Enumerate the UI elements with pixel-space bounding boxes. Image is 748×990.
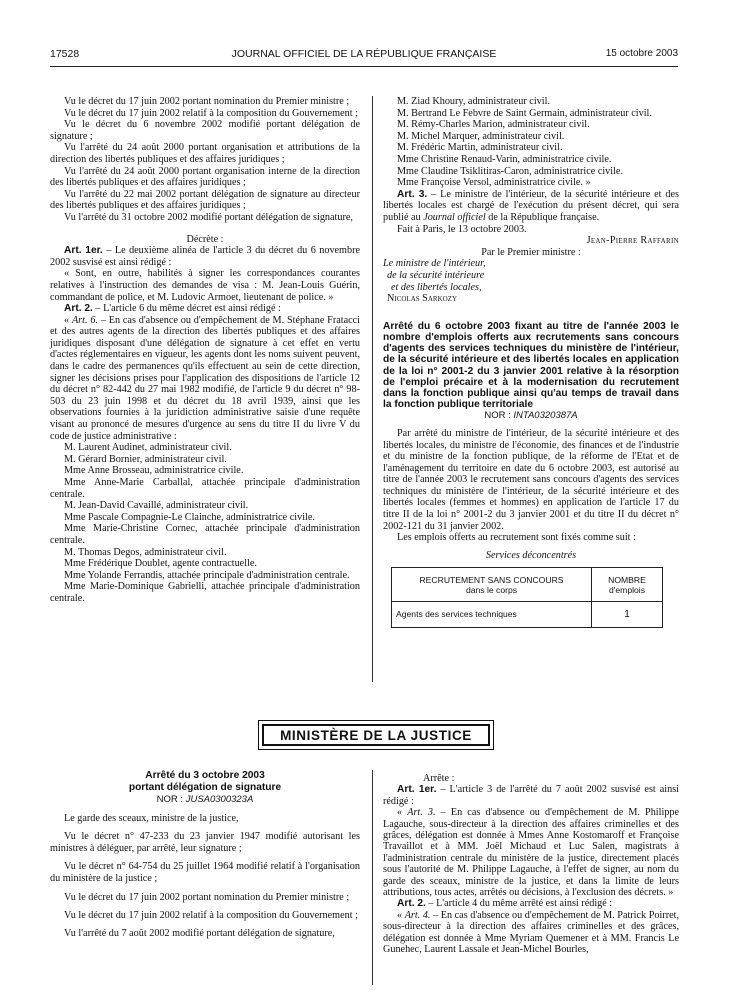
agent-entry: Mme Anne Brosseau, administratrice civile. — [64, 465, 244, 477]
column-divider-top — [372, 96, 373, 682]
arrete-body: Par arrêté du ministre de l'intérieur, de la sécurité intérieure et des libertés locales, du ministre de l'économie, des finances et de l'industrie et du ministre de la fonction publique, de la réforme de l'Etat et de l'aménagement du territoire en date du 6 octobre 2003, est autorisé au titre de l'année 2003 le recrutement sans concours d'agents des services techniques du ministère de l'intérieur, de la sécurité intérieure et des libertés locales (femmes et hommes) en application de l'article 17 du titre II de la loi n° 2001-2 du 3 janvier 2001 et du titre II du décret n° 2002-121 du 31 janvier 2002. — [383, 427, 679, 532]
emplois-table — [391, 567, 663, 628]
table-header-row — [392, 568, 663, 602]
agent-entry: Mme Marie-Christine Cornec, attachée principale d'administration centrale. — [50, 523, 360, 546]
agent-entry: M. Frédéric Martin, administrateur civil. — [397, 142, 563, 154]
article-1-quote: « Sont, en outre, habilités à signer les correspondances courantes relatives à l'instruction des demandes de visa : M. Jean-Louis Guérin, commandant de police, et M. Ludovic Armoet, lieutenant de police. » — [50, 268, 360, 303]
signatory-pm: Jean-Pierre Raffarin — [586, 235, 679, 247]
agent-entry: M. Thomas Degos, administrateur civil. — [64, 546, 227, 558]
agent-entry: Mme Marie-Dominique Gabrielli, attachée principale d'administration centrale. — [50, 581, 360, 604]
article-label: Art. 6. — [71, 314, 98, 326]
header-rule — [50, 66, 678, 67]
agent-entry: M. Ziad Khoury, administrateur civil. — [397, 96, 550, 107]
table-cell: Agents des services techniques — [392, 602, 592, 628]
agent-entry: Mme Françoise Versol, administratrice civile. » — [397, 177, 591, 189]
page-number: 17528 — [50, 48, 80, 60]
visa-paragraph: Vu le décret du 17 juin 2002 relatif à la composition du Gouvernement ; — [64, 909, 358, 921]
journal-officiel-ref: Journal officiel — [423, 211, 486, 223]
ministry-heading-box — [258, 720, 494, 750]
arrete-heading: Arrête : — [423, 773, 455, 784]
agent-entry: M. Laurent Audinet, administrateur civil. — [64, 442, 232, 454]
visa-paragraph: Vu le décret n° 64-754 du 25 juillet 1964 modifié relatif à l'organisation du ministère de la justice ; — [50, 861, 360, 885]
agent-entry: M. Gérard Bornier, administrateur civil. — [64, 453, 227, 465]
article-4-quote: « Art. 4. – En cas d'absence ou d'empêchement de M. Patrick Poirret, sous-directeur à la direction des affaires criminelles et des grâces, délégation est donnée à Mme Myriam Quemener et à MM. Francis Le Gunehec, Laurent Lassale et Jean-Michel Bourles, — [383, 909, 679, 956]
page-header — [50, 48, 678, 64]
visa-paragraph: Vu l'arrêté du 24 août 2000 portant organisation et attributions de la direction des libertés publiques et des affaires juridiques ; — [50, 142, 360, 165]
article-1: Art. 1er. – L'article 3 de l'arrêté du 7 août 2002 susvisé est ainsi rédigé : — [383, 784, 679, 807]
minister-title-line: et des libertés locales, — [391, 281, 482, 293]
table-row — [392, 602, 663, 628]
fait-a-paris: Fait à Paris, le 13 octobre 2003. — [397, 223, 527, 235]
column-divider-bottom — [372, 770, 373, 985]
article-label: Art. 1er. — [64, 245, 103, 257]
arrete-title-line: portant délégation de signature — [128, 782, 282, 794]
table-header-cell: RECRUTEMENT SANS CONCOURS dans le corps — [392, 568, 592, 602]
issue-date: 15 octobre 2003 — [605, 48, 678, 59]
article-label: Art. 3. — [407, 807, 436, 819]
decree-right-column — [383, 96, 679, 628]
visa-paragraph: Vu l'arrêté du 24 août 2000 portant organisation interne de la direction des libertés publiques et des affaires juridiques ; — [50, 165, 360, 189]
agent-entry: M. Michel Marquer, administrateur civil. — [397, 130, 565, 142]
visa-paragraph: Vu le décret du 6 novembre 2002 modifié portant délégation de signature ; — [50, 119, 360, 142]
minister-title-line: de la sécurité intérieure — [387, 269, 485, 281]
visa-paragraph: Vu le décret du 17 juin 2002 portant nomination du Premier ministre ; — [64, 891, 350, 903]
minister-signature-block — [383, 258, 679, 304]
agent-entry: M. Rémy-Charles Marion, administrateur civil. — [397, 119, 590, 131]
article-label: Art. 1er. — [397, 784, 437, 796]
agent-entry: Mme Pascale Compagnie-Le Clainche, administratrice civile. — [64, 511, 315, 523]
nor-reference: NOR : INTA0320387A — [484, 410, 578, 422]
article-label: Art. 3. — [397, 188, 428, 200]
justice-right-column — [383, 773, 679, 956]
article-1: Art. 1er. – Le deuxième alinéa de l'article 3 du décret du 6 novembre 2002 susvisé est ainsi rédigé : — [50, 245, 360, 268]
decrete-heading: Décrète : — [186, 233, 224, 245]
decree-left-column — [50, 96, 360, 605]
journal-title: JOURNAL OFFICIEL DE LA RÉPUBLIQUE FRANÇAISE — [231, 48, 497, 60]
agent-entry: M. Jean-David Cavaillé, administrateur civil. — [64, 500, 249, 512]
article-3-quote: « Art. 3. – En cas d'absence ou d'empêchement de M. Philippe Lagauche, sous-directeur à la direction des affaires criminelles et des grâces, délégation est donnée à Mmes Anne Kostomaroff et Françoise Travaillot et à MM. Joël Michaud et Luc Salen, magistrats à l'administration centrale du ministère de la justice, directement placés sous l'autorité de M. Philippe Lagauche, à l'effet de signer, au nom du garde des sceaux, ministre de la justice, et dans la limite de leurs attributions, tous actes, arrêtés ou décisions, à l'exclusion des décrets. » — [383, 807, 680, 899]
visa-paragraph: Vu le décret du 17 juin 2002 portant nomination du Premier ministre ; — [64, 96, 350, 107]
article-3: Art. 3. – Le ministre de l'intérieur, de la sécurité intérieure et des libertés locales est chargé de l'exécution du présent décret, qui sera publié au Journal officiel de la République française. — [383, 188, 679, 223]
emplois-intro: Les emplois offerts au recrutement sont fixés comme suit : — [397, 532, 636, 544]
agent-entry: Mme Claudine Tsiklitiras-Caron, administratrice civile. — [397, 165, 623, 177]
justice-left-column — [50, 770, 360, 940]
visa-paragraph: Vu l'arrêté du 31 octobre 2002 modifié portant délégation de signature, — [64, 211, 353, 223]
arrete-title-line: Arrêté du 3 octobre 2003 — [145, 770, 265, 781]
nor-reference: NOR : JUSA0300323A — [156, 794, 254, 806]
agent-entry: Mme Yolande Ferrandis, attachée principale d'administration centrale. — [64, 569, 350, 581]
article-label: Art. 2. — [64, 303, 93, 315]
visa-paragraph: Vu le décret du 17 juin 2002 relatif à la composition du Gouvernement ; — [64, 107, 358, 119]
table-cell: 1 — [592, 602, 663, 628]
article-label: Art. 2. — [397, 898, 426, 910]
article-2: Art. 2. – L'article 4 du même arrêté est ainsi rédigé : — [397, 898, 613, 910]
agent-entry: Mme Frédérique Doublet, agente contractuelle. — [64, 558, 257, 570]
article-label: Art. 4. — [404, 909, 431, 921]
par-premier-ministre: Par le Premier ministre : — [481, 246, 581, 258]
minister-title-line: Le ministre de l'intérieur, — [383, 258, 486, 270]
article-2: Art. 2. – L'article 6 du même décret est ainsi rédigé : — [64, 303, 281, 315]
table-header-cell: NOMBRE d'emplois — [592, 568, 663, 602]
visa-paragraph: Le garde des sceaux, ministre de la justice, — [64, 812, 239, 824]
visa-paragraph: Vu l'arrêté du 22 mai 2002 portant délégation de signature au directeur des libertés publiques et des affaires juridiques ; — [50, 188, 360, 212]
agent-entry: M. Bertrand Le Febvre de Saint Germain, administrateur civil. — [397, 107, 652, 119]
visa-paragraph: Vu le décret n° 47-233 du 23 janvier 1947 modifié autorisant les ministres à déléguer, par arrêté, leur signature ; — [50, 830, 360, 855]
arrete-title: Arrêté du 6 octobre 2003 fixant au titre de l'année 2003 le nombre d'emplois offerts aux recrutements sans concours d'agents des services techniques du ministère de l'intérieur, de la sécurité intérieure et des libertés locales en application de la loi n° 2001-2 du 3 janvier 2001 relative à la résorption de l'emploi précaire et à la modernisation du recrutement dans la fonction publique ainsi qu'au temps de travail dans la fonction publique territoriale — [383, 320, 679, 411]
article-6-quote: « Art. 6. – En cas d'absence ou d'empêchement de M. Stéphane Fratacci et des autres agents de la direction des libertés publiques et des affaires juridiques disposant d'une délégation de signature à cet effet en vertu d'actes réglementaires en vigueur, les agents dont les noms suivent peuvent, dans le cadre des permanences qu'ils effectuent au sein de cette direction, signer les décisions prises pour l'application des dispositions de l'article 12 du décret n° 82-442 du 27 mai 1982 modifié, de l'article 9 du décret n° 98-503 du 23 juin 1998 et du décret du 18 avril 1939, ainsi que les observations fournies à la juridiction administrative saisie d'une requête visant au prononcé de mesures d'urgence au sens du titre II du livre V du code de justice administrative : — [50, 314, 360, 442]
visa-paragraph: Vu l'arrêté du 7 août 2002 modifié portant délégation de signature, — [64, 928, 335, 940]
minister-name: Nicolas Sarkozy — [387, 293, 458, 305]
agent-entry: Mme Christine Renaud-Varin, administratrice civile. — [397, 153, 612, 165]
agent-entry: Mme Anne-Marie Carballal, attachée principale d'administration centrale. — [50, 477, 360, 500]
ministry-heading: MINISTÈRE DE LA JUSTICE — [262, 724, 490, 746]
services-heading: Services déconcentrés — [485, 549, 577, 561]
